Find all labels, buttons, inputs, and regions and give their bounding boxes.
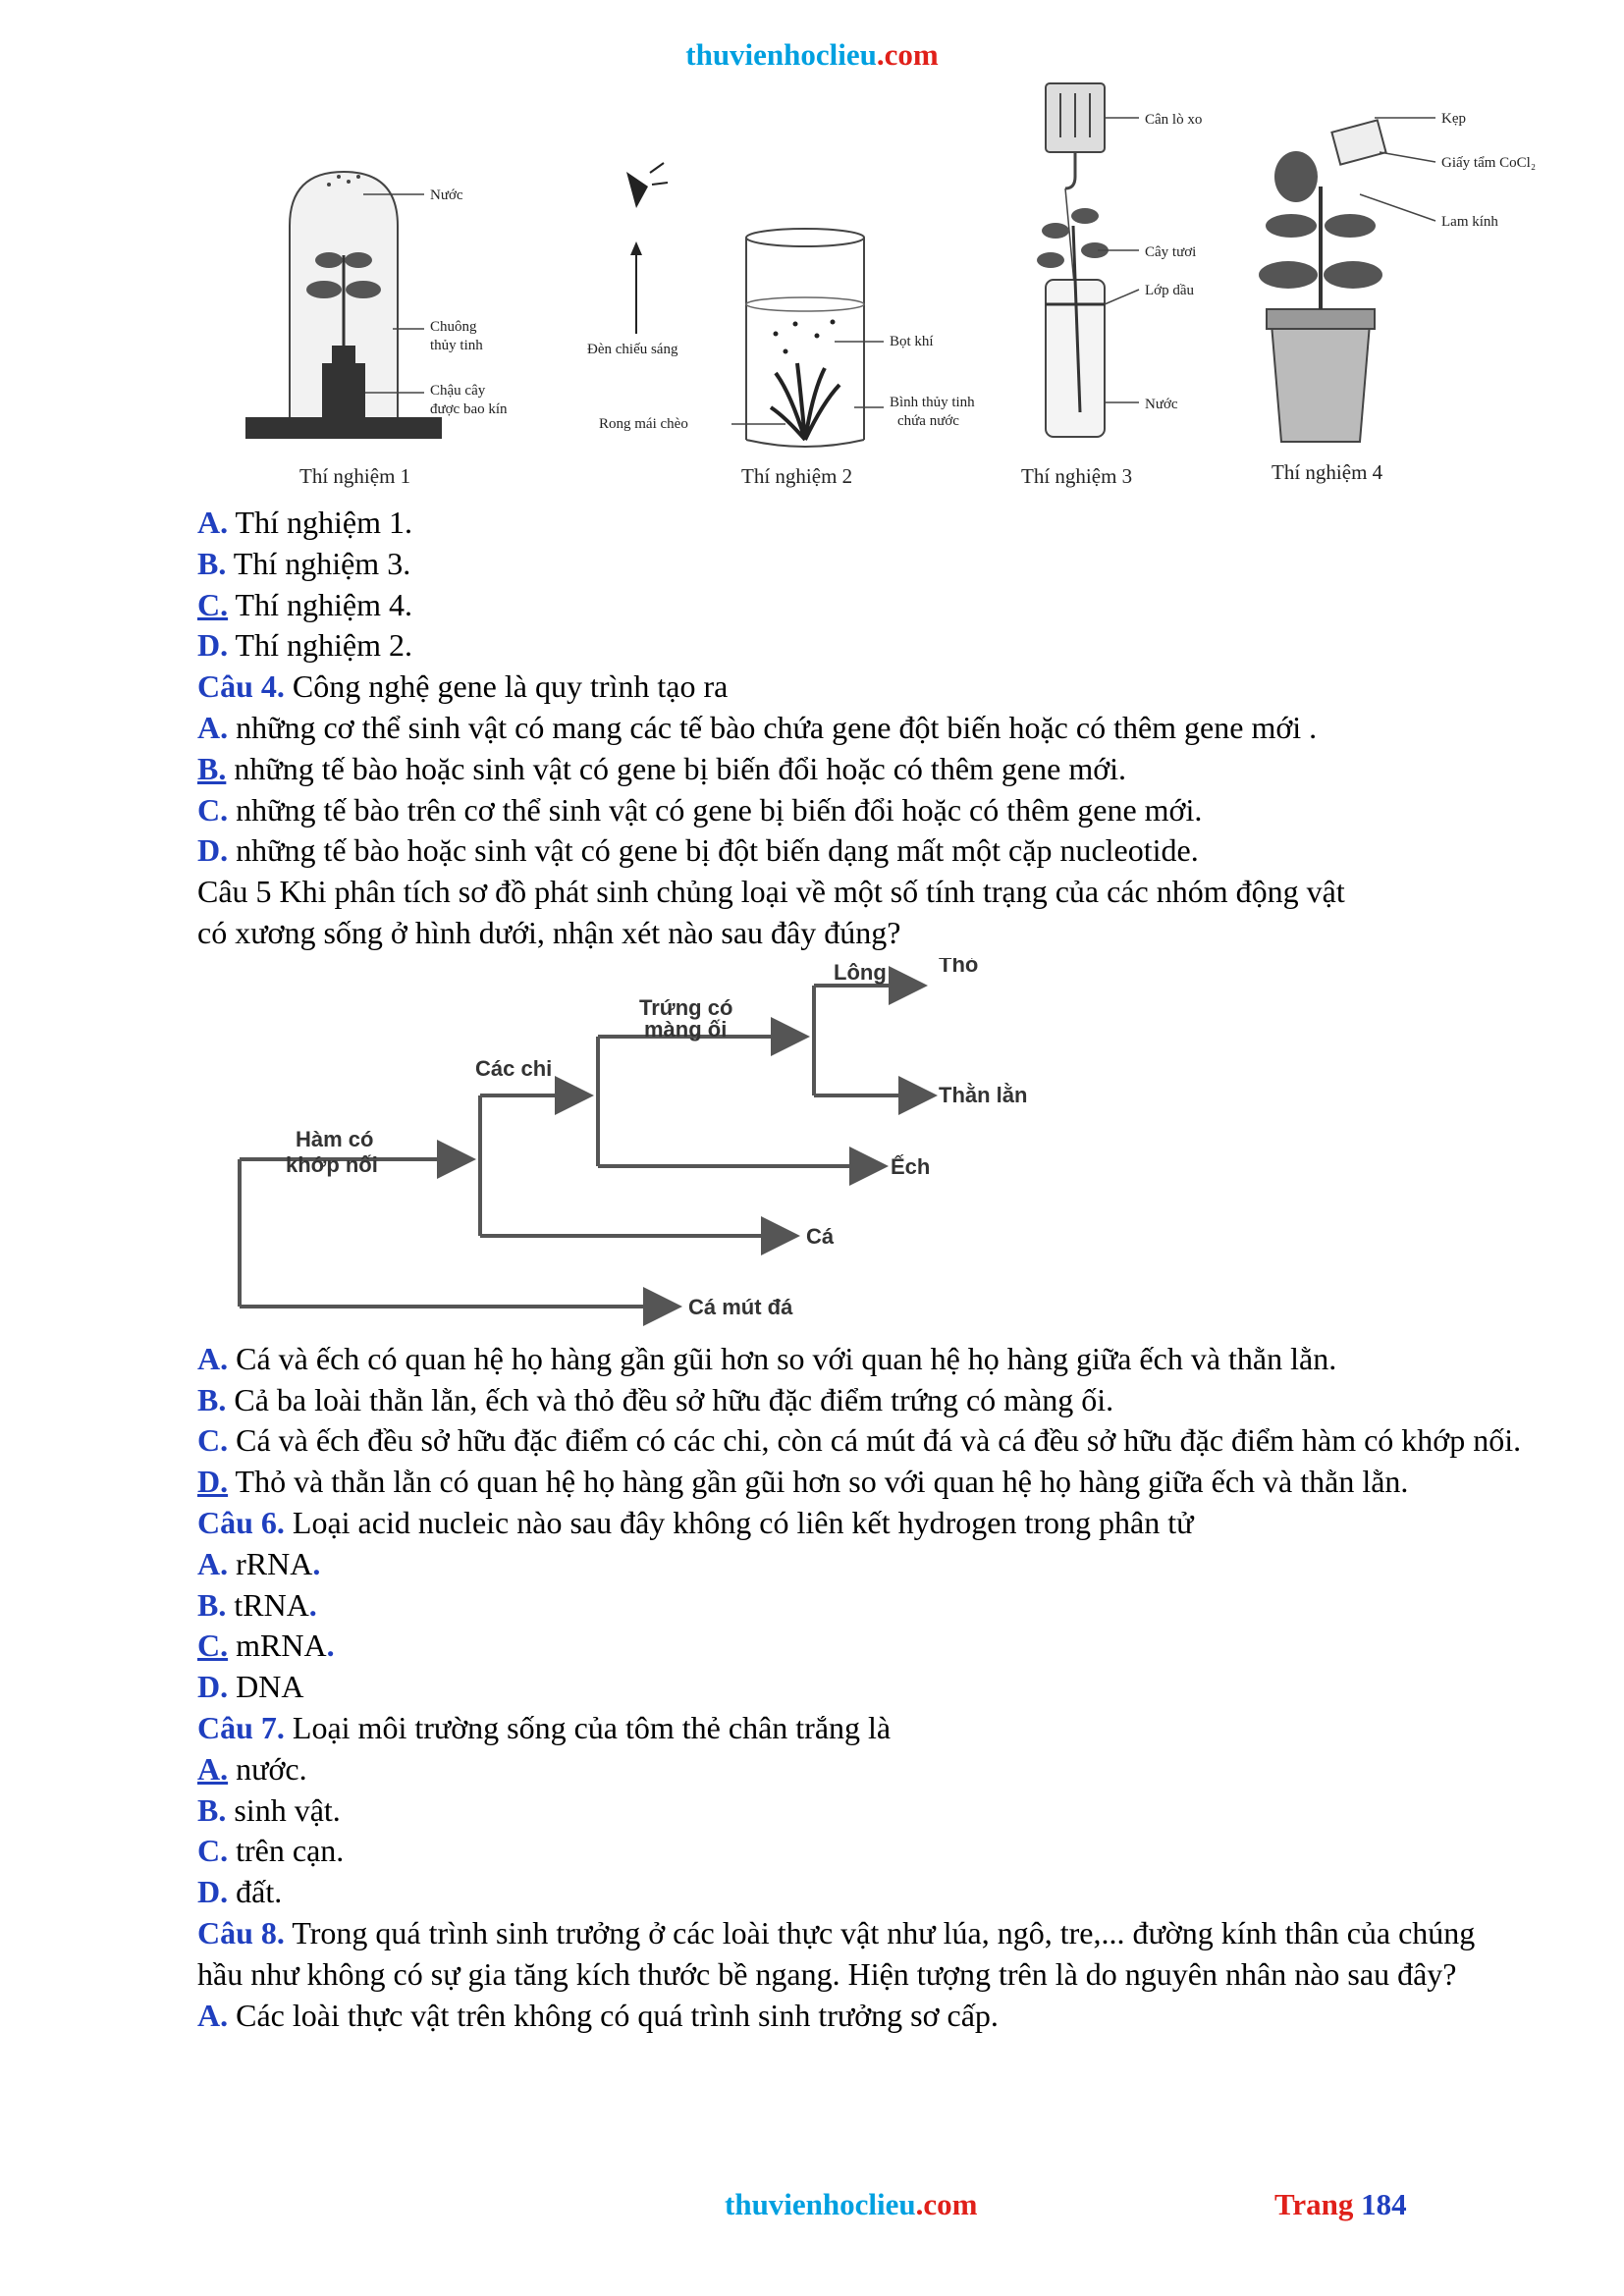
taxon-lamprey: Cá mút đá xyxy=(688,1294,793,1319)
experiment-2-drawing xyxy=(587,163,975,488)
exp2-label-lamp: Đèn chiếu sáng xyxy=(587,342,678,357)
q5-stem-line2: có xương sống ở hình dưới, nhận xét nào sau đây đúng? xyxy=(197,914,901,950)
footer-site-name: thuvienhoclieu xyxy=(725,2187,916,2221)
q6-option-a: A. rRNA. xyxy=(197,1545,321,1581)
q4-option-b-correct: B. những tế bào hoặc sinh vật có gene bị biến đổi hoặc có thêm gene mới. xyxy=(197,750,1127,786)
q5-option-c: C. Cá và ếch đều sở hữu đặc điểm có các chi, còn cá mút đá và cá đều sở hữu đặc điểm hàm có khớp nối. xyxy=(197,1422,1522,1459)
exp2-label-beaker: Bình thủy tinh xyxy=(890,395,975,410)
exp1-label-pot: Chậu cây xyxy=(430,383,486,399)
site-header xyxy=(0,37,1624,73)
q8-option-a: A. Các loài thực vật trên không có quá trình sinh trưởng sơ cấp. xyxy=(197,1997,999,2033)
trait-jaws-line2: khớp nối xyxy=(286,1151,378,1177)
exp3-label-oil: Lớp dầu xyxy=(1145,283,1195,298)
q4-stem: Câu 4. Công nghệ gene là quy trình tạo ra xyxy=(197,668,729,705)
exp4-caption: Thí nghiệm 4 xyxy=(1272,460,1383,484)
taxon-lizard: Thằn lằn xyxy=(939,1082,1028,1107)
exp1-label-pot-2: được bao kín xyxy=(430,401,508,417)
exp3-label-balance: Cân lò xo xyxy=(1145,112,1203,128)
exp1-label-bell-2: thủy tinh xyxy=(430,338,483,353)
q3-option-d: D. Thí nghiệm 2. xyxy=(197,627,412,664)
q6-option-c-correct: C. mRNA. xyxy=(197,1628,335,1664)
q7-stem: Câu 7. Loại môi trường sống của tôm thẻ chân trắng là xyxy=(197,1709,892,1745)
exp2-caption: Thí nghiệm 2 xyxy=(741,464,853,488)
q4-option-c: C. những tế bào trên cơ thể sinh vật có gene bị biến đổi hoặc có thêm gene mới. xyxy=(197,791,1203,828)
trait-amniotic-line2: màng ối xyxy=(644,1016,728,1041)
taxon-frog: Ếch xyxy=(891,1153,931,1179)
header-site-name: thuvienhoclieu xyxy=(685,37,877,72)
page-number-value: 184 xyxy=(1361,2187,1407,2221)
q5-option-d-correct: D. Thỏ và thằn lằn có quan hệ họ hàng gần gũi hơn so với quan hệ họ hàng giữa ếch và thằn lằn. xyxy=(197,1464,1409,1500)
exp4-label-slide: Lam kính xyxy=(1441,214,1498,230)
exp1-label-water: Nước xyxy=(430,187,463,203)
taxon-fish: Cá xyxy=(806,1223,835,1249)
footer-site-domain: .com xyxy=(915,2187,978,2221)
q5-option-b: B. Cả ba loài thằn lằn, ếch và thỏ đều sở hữu đặc điểm trứng có màng ối. xyxy=(197,1381,1114,1417)
page-number xyxy=(1274,2187,1407,2222)
q7-option-a-correct: A. nước. xyxy=(197,1750,307,1787)
q5-stem-line1: Câu 5 Khi phân tích sơ đồ phát sinh chủng loại về một số tính trạng của các nhóm động vật xyxy=(197,874,1345,910)
q4-option-d: D. những tế bào hoặc sinh vật có gene bị đột biến dạng mất một cặp nucleotide. xyxy=(197,832,1199,869)
q7-option-d: D. đất. xyxy=(197,1874,283,1910)
phylogenetic-tree-svg xyxy=(197,958,1179,1331)
exp3-label-plant: Cây tươi xyxy=(1145,244,1197,260)
exp4-label-paper: Giấy tẩm CoCl₂ xyxy=(1441,155,1537,171)
q4-option-a: A. những cơ thể sinh vật có mang các tế bào chứa gene đột biến hoặc có thêm gene mới . xyxy=(197,709,1318,745)
exp4-label-clip: Kẹp xyxy=(1441,111,1466,127)
exp2-label-bubbles: Bọt khí xyxy=(890,334,934,349)
footer-site xyxy=(725,2187,978,2222)
experiment-figures-svg xyxy=(196,79,1551,501)
q3-option-c-correct: C. Thí nghiệm 4. xyxy=(197,586,412,622)
exp3-caption: Thí nghiệm 3 xyxy=(1021,464,1133,488)
trait-fur: Lông xyxy=(834,959,887,985)
trait-limbs: Các chi xyxy=(475,1055,553,1081)
experiment-1-drawing xyxy=(245,172,508,488)
q7-option-c: C. trên cạn. xyxy=(197,1833,345,1869)
page-word: Trang xyxy=(1274,2187,1362,2221)
question-content xyxy=(197,503,1523,2036)
exp2-label-beaker-2: chứa nước xyxy=(897,413,959,429)
q6-option-d: D. DNA xyxy=(197,1669,304,1705)
trait-amniotic-line1: Trứng có xyxy=(639,994,733,1020)
q8-stem: Câu 8. Trong quá trình sinh trưởng ở các loài thực vật như lúa, ngô, tre,... đường kính thân của chúng hầu như không có sự gia tăng kích thước bề ngang. Hiện tượng trên là do nguyên nhân nào sau đây? xyxy=(197,1914,1476,1992)
phylogenetic-tree xyxy=(197,958,1179,1331)
experiment-4-drawing xyxy=(1259,111,1536,484)
experiment-figures xyxy=(196,79,1551,501)
exp1-label-bell: Chuông xyxy=(430,319,477,335)
trait-jaws-line1: Hàm có xyxy=(296,1126,374,1151)
exp3-label-water: Nước xyxy=(1145,397,1178,412)
q3-option-a: A. Thí nghiệm 1. xyxy=(197,505,412,540)
q3-option-b: B. Thí nghiệm 3. xyxy=(197,545,411,581)
header-site-domain: .com xyxy=(876,37,939,72)
experiment-3-drawing xyxy=(1021,83,1202,488)
exp2-label-pondweed: Rong mái chèo xyxy=(599,416,688,432)
taxon-rabbit: Thỏ xyxy=(939,957,979,977)
q6-option-b: B. tRNA. xyxy=(197,1586,317,1623)
q7-option-b: B. sinh vật. xyxy=(197,1791,341,1828)
q5-option-a: A. Cá và ếch có quan hệ họ hàng gần gũi hơn so với quan hệ họ hàng giữa ếch và thằn lằn. xyxy=(197,1340,1337,1376)
exp1-caption: Thí nghiệm 1 xyxy=(299,464,411,488)
q6-stem: Câu 6. Loại acid nucleic nào sau đây không có liên kết hydrogen trong phân tử xyxy=(197,1504,1194,1540)
